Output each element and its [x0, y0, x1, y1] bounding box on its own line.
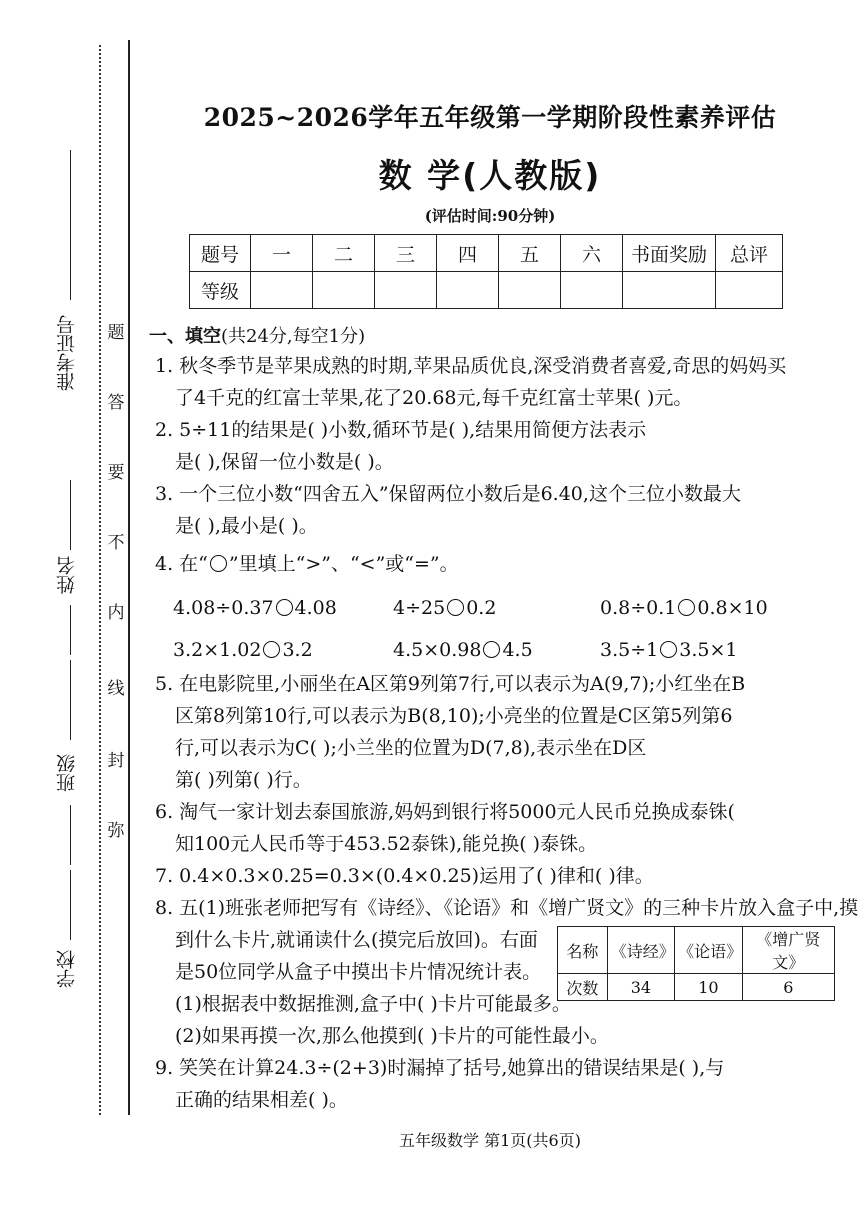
seal-char: 答: [107, 393, 125, 413]
compare-item: [173, 634, 313, 666]
circle-icon[interactable]: [276, 599, 293, 616]
question-4-post: ”里填上“>”、“<”或“=”。: [228, 553, 459, 575]
seal-char: 封: [107, 751, 125, 771]
field-label-name: 姓名: [56, 556, 78, 594]
seal-char: 线: [107, 679, 125, 699]
question-8-line-5: (2)如果再摸一次,那么他摸到( )卡片的可能性最小。: [175, 1025, 609, 1047]
grade-blank-cell[interactable]: [251, 272, 313, 309]
exam-subject: 数 学(人教版): [378, 156, 602, 195]
cut-dotted-line: [99, 45, 101, 1115]
grade-blank-cell[interactable]: [437, 272, 499, 309]
question-6-line-1: 6. 淘气一家计划去泰国旅游,妈妈到银行将5000元人民币兑换成泰铢(: [155, 801, 735, 823]
card-stat-table: [557, 926, 835, 1001]
field-line-school: [70, 870, 71, 940]
section-heading: [149, 322, 365, 348]
circle-icon[interactable]: [678, 599, 695, 616]
circle-icon[interactable]: [483, 641, 500, 658]
score-cell: 等级: [190, 272, 251, 309]
compare-left: 3.2×1.02: [173, 639, 262, 661]
page-footer: 五年级数学 第1页(共6页): [399, 1131, 581, 1150]
circle-icon[interactable]: [447, 599, 464, 616]
stat-cell: 6: [742, 974, 834, 1001]
score-cell: 三: [375, 235, 437, 272]
question-8-line-1: 8. 五(1)班张老师把写有《诗经》、《论语》和《增广贤文》的三种卡片放入盒子中,摸: [155, 897, 859, 919]
binding-margin: [0, 0, 135, 1226]
grade-blank-cell[interactable]: [499, 272, 561, 309]
score-table: [189, 234, 783, 309]
field-line-exam-number: [70, 150, 71, 300]
score-cell: 总评: [716, 235, 783, 272]
score-cell: 六: [561, 235, 623, 272]
stat-cell: 10: [675, 974, 742, 1001]
question-2-line-2: 是( ),保留一位小数是( )。: [175, 451, 394, 473]
field-label-school: 学校: [56, 950, 78, 988]
question-2-line-1: 2. 5÷11的结果是( )小数,循环节是( ),结果用简便方法表示: [155, 419, 647, 441]
question-4-stem: [155, 548, 459, 580]
stat-cell: 《论语》: [675, 927, 742, 974]
score-cell: 题号: [190, 235, 251, 272]
compare-left: 4.08÷0.37: [173, 597, 274, 619]
question-3-line-2: 是( ),最小是( )。: [175, 515, 318, 537]
compare-item: [393, 634, 533, 666]
field-line-class: [70, 660, 71, 740]
grade-blank-cell[interactable]: [313, 272, 375, 309]
compare-item: [393, 592, 496, 624]
question-3-line-1: 3. 一个三位小数“四舍五入”保留两位小数后是6.40,这个三位小数最大: [155, 483, 741, 505]
question-8-line-2: 到什么卡片,就诵读什么(摸完后放回)。右面: [175, 929, 538, 951]
compare-item: [600, 592, 768, 624]
question-8-line-3: 是50位同学从盒子中摸出卡片情况统计表。: [175, 961, 542, 983]
question-6-line-2: 知100元人民币等于453.52泰铢),能兑换( )泰铢。: [175, 833, 598, 855]
binding-solid-line: [128, 40, 130, 1115]
seal-char: 要: [107, 463, 125, 483]
circle-icon[interactable]: [263, 641, 280, 658]
compare-left: 0.8÷0.1: [600, 597, 677, 619]
grade-blank-cell[interactable]: [716, 272, 783, 309]
score-table-grade-row: [190, 272, 783, 309]
field-label-exam-number: 准考证号: [56, 315, 78, 391]
stat-cell: 《诗经》: [607, 927, 674, 974]
seal-char: 内: [107, 603, 125, 623]
compare-left: 3.5÷1: [600, 639, 659, 661]
seal-char: 弥: [107, 821, 125, 841]
compare-right: 4.08: [294, 597, 337, 619]
compare-item: [600, 634, 737, 666]
compare-right: 0.2: [466, 597, 497, 619]
stat-cell: 名称: [558, 927, 608, 974]
stat-data-row: [558, 974, 835, 1001]
question-1-line-2: 了4千克的红富士苹果,花了20.68元,每千克红富士苹果( )元。: [175, 387, 693, 409]
field-line-class-2: [70, 805, 71, 865]
compare-right: 4.5: [502, 639, 533, 661]
question-4-pre: 4. 在“: [155, 553, 208, 575]
question-9-line-2: 正确的结果相差( )。: [175, 1089, 348, 1111]
grade-blank-cell[interactable]: [561, 272, 623, 309]
grade-blank-cell[interactable]: [623, 272, 716, 309]
question-9-line-1: 9. 笑笑在计算24.3÷(2+3)时漏掉了括号,她算出的错误结果是( ),与: [155, 1057, 725, 1079]
question-5-line-1: 5. 在电影院里,小丽坐在A区第9列第7行,可以表示为A(9,7);小红坐在B: [155, 673, 746, 695]
stat-cell: 34: [607, 974, 674, 1001]
score-cell: 二: [313, 235, 375, 272]
question-1-line-1: 1. 秋冬季节是苹果成熟的时期,苹果品质优良,深受消费者喜爱,奇思的妈妈买: [155, 355, 787, 377]
compare-right: 3.5×1: [679, 639, 738, 661]
circle-icon[interactable]: [660, 641, 677, 658]
field-line-name-2: [70, 605, 71, 655]
compare-item: [173, 592, 337, 624]
exam-title: 2025~2026学年五年级第一学期阶段性素养评估: [203, 103, 777, 132]
question-7-line-1: 7. 0.4×0.3×0.25=0.3×(0.4×0.25)运用了( )律和( )律。: [155, 865, 654, 887]
grade-blank-cell[interactable]: [375, 272, 437, 309]
seal-char: 不: [107, 533, 125, 553]
question-8-line-4: (1)根据表中数据推测,盒子中( )卡片可能最多。: [175, 993, 571, 1015]
score-cell: 一: [251, 235, 313, 272]
compare-left: 4÷25: [393, 597, 446, 619]
stat-cell: 《增广贤文》: [742, 927, 834, 974]
score-cell: 书面奖励: [623, 235, 716, 272]
section-note: (共24分,每空1分): [221, 326, 366, 347]
circle-icon: [210, 555, 227, 572]
seal-char: 题: [107, 323, 125, 343]
field-label-class: 班级: [56, 754, 78, 792]
score-cell: 五: [499, 235, 561, 272]
section-title: 一、填空: [149, 326, 221, 347]
question-5-line-4: 第( )列第( )行。: [175, 769, 312, 791]
score-table-header-row: [190, 235, 783, 272]
stat-cell: 次数: [558, 974, 608, 1001]
exam-time-note: (评估时间:90分钟): [424, 207, 556, 225]
question-5-line-2: 区第8列第10行,可以表示为B(8,10);小亮坐的位置是C区第5列第6: [175, 705, 733, 727]
stat-header-row: [558, 927, 835, 974]
compare-left: 4.5×0.98: [393, 639, 482, 661]
score-cell: 四: [437, 235, 499, 272]
compare-right: 3.2: [282, 639, 313, 661]
question-5-line-3: 行,可以表示为C( );小兰坐的位置为D(7,8),表示坐在D区: [175, 737, 647, 759]
field-line-name: [70, 480, 71, 550]
compare-right: 0.8×10: [697, 597, 768, 619]
